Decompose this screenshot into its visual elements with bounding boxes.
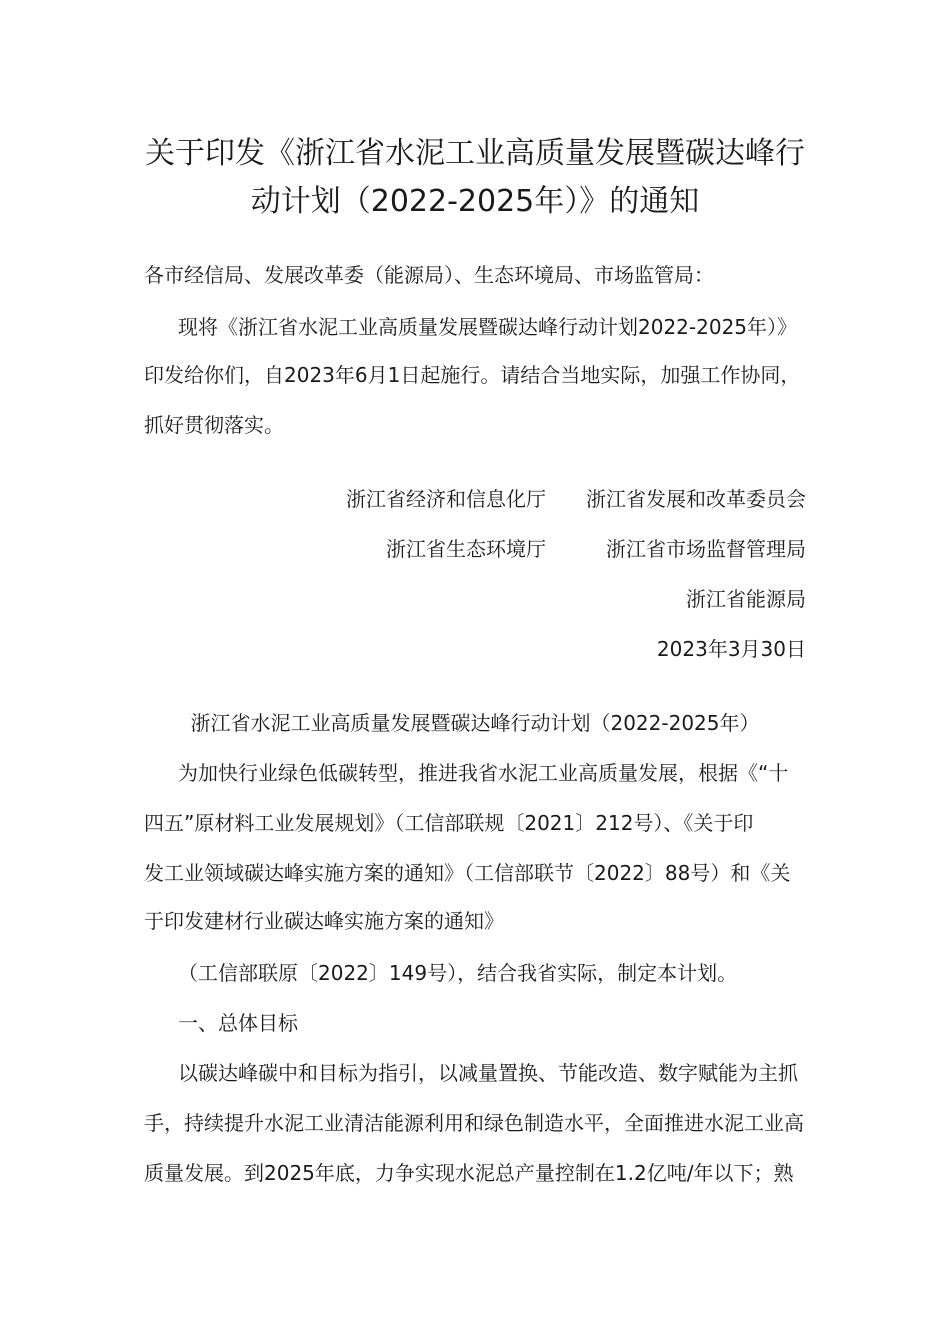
signatory-row-1 xyxy=(346,484,806,514)
signatory-energy-bureau: 浙江省能源局 xyxy=(686,587,806,611)
notice-paragraph-line: 现将《浙江省水泥工业高质量发展暨碳达峰行动计划2022-2025年）》 xyxy=(178,315,798,339)
section-paragraph-line: 以碳达峰碳中和目标为指引，以减量置换、节能改造、数字赋能为主抓 xyxy=(178,1061,798,1085)
document-date: 2023年3月30日 xyxy=(656,637,806,661)
signatory-development-reform: 浙江省发展和改革委员会 xyxy=(586,487,806,511)
section-paragraph-line: 手，持续提升水泥工业清洁能源利用和绿色制造水平，全面推进水泥工业高 xyxy=(144,1111,804,1135)
signatory-economy-it: 浙江省经济和信息化厅 xyxy=(346,487,546,511)
addressee: 各市经信局、发展改革委（能源局）、生态环境局、市场监管局： xyxy=(144,263,714,287)
signatory-market-supervision: 浙江省市场监督管理局 xyxy=(606,537,806,561)
section-heading: 一、总体目标 xyxy=(178,1011,298,1035)
signatory-row-2 xyxy=(386,534,806,564)
notice-paragraph-line: 印发给你们，自2023年6月1日起施行。请结合当地实际，加强工作协同， xyxy=(144,363,801,387)
intro-paragraph-line: （工信部联原〔2022〕149号），结合我省实际，制定本计划。 xyxy=(178,961,738,985)
document-title-line-2: 动计划（2022-2025年）》的通知 xyxy=(250,184,700,219)
plan-title: 浙江省水泥工业高质量发展暨碳达峰行动计划（2022-2025年） xyxy=(190,711,760,735)
intro-paragraph-line: 四五”原材料工业发展规划》（工信部联规〔2021〕212号）、《关于印 xyxy=(144,811,754,835)
intro-paragraph-line: 为加快行业绿色低碳转型，推进我省水泥工业高质量发展，根据《“十 xyxy=(178,761,789,785)
intro-paragraph-line: 发工业领域碳达峰实施方案的通知》（工信部联节〔2022〕88号）和《关 xyxy=(144,861,791,885)
signatory-ecology-environment: 浙江省生态环境厅 xyxy=(386,537,546,561)
section-paragraph-line: 质量发展。到2025年底，力争实现水泥总产量控制在1.2亿吨/年以下；熟 xyxy=(144,1161,794,1185)
document-title-line-1: 关于印发《浙江省水泥工业高质量发展暨碳达峰行 xyxy=(145,136,805,171)
intro-paragraph-line: 于印发建材行业碳达峰实施方案的通知》 xyxy=(144,909,504,933)
notice-paragraph-line: 抓好贯彻落实。 xyxy=(144,413,284,437)
